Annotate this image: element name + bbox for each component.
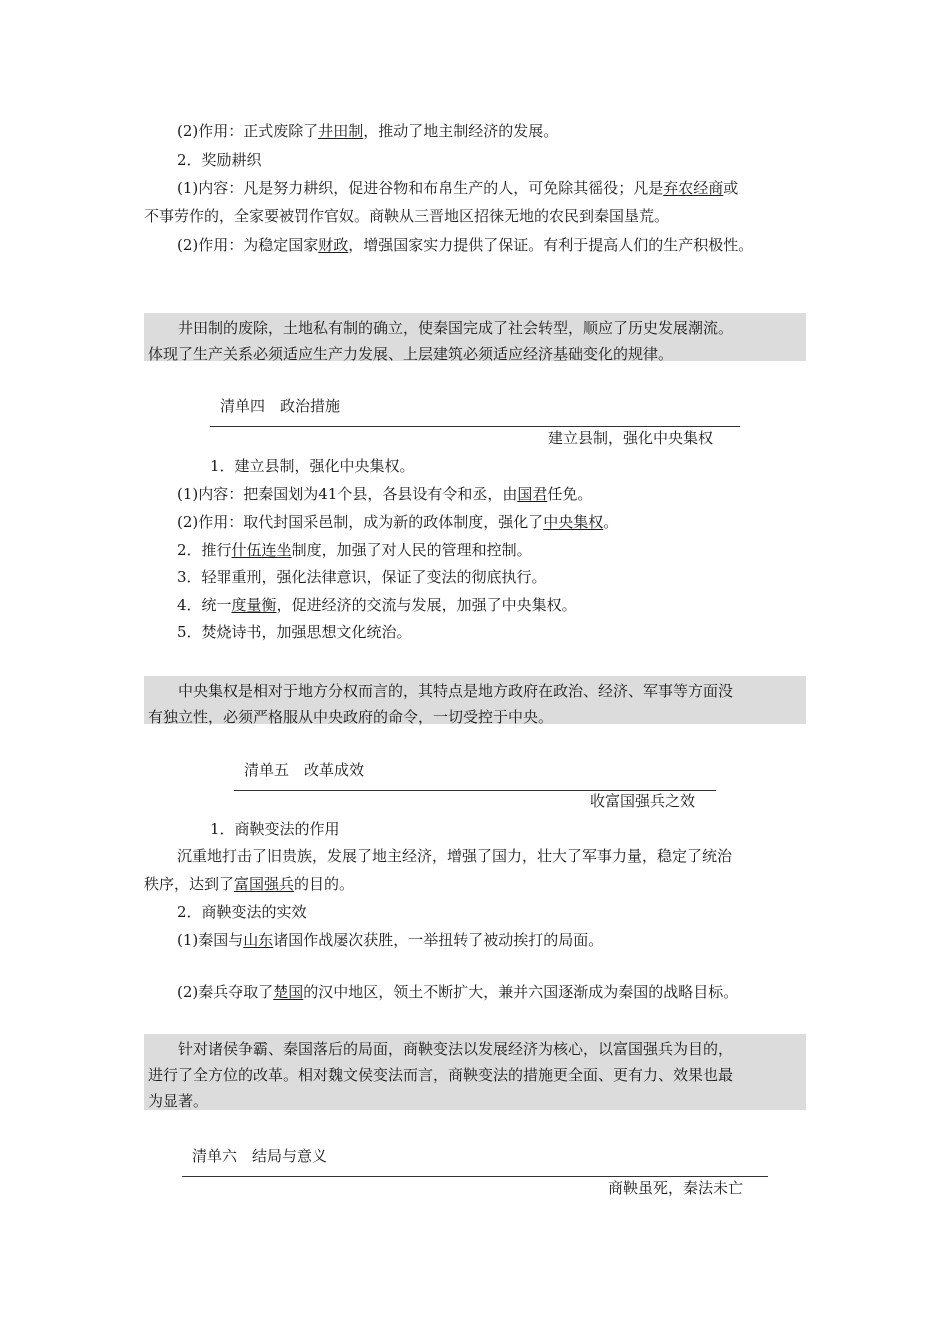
section-divider: [210, 426, 740, 427]
text-line: 1．建立县制，强化中央集权。: [210, 457, 415, 475]
text-line: 2．奖励耕织: [177, 151, 262, 169]
text-line: (2)作用：为稳定国家财政，增强国家实力提供了保证。有利于提高人们的生产积极性。: [177, 236, 754, 254]
note-box: [144, 1034, 806, 1110]
section-divider: [182, 1176, 768, 1177]
text-line: (2)作用：正式废除了井田制，推动了地主制经济的发展。: [177, 122, 559, 140]
note-box: [144, 676, 806, 724]
key-term: 弃农经商: [663, 179, 724, 197]
text-line: (1)秦国与山东诸国作战屡次获胜，一举扭转了被动挨打的局面。: [177, 931, 604, 949]
section-subtitle: 收富国强兵之效: [590, 792, 696, 810]
note-text: 体现了生产关系必须适应生产力发展、上层建筑必须适应经济基础变化的规律。: [148, 345, 674, 363]
section-subtitle: 商鞅虽死，秦法未亡: [608, 1179, 744, 1197]
key-term: 什伍连坐: [231, 541, 292, 559]
note-text: 井田制的废除，土地私有制的确立，使秦国完成了社会转型，顺应了历史发展潮流。: [148, 319, 734, 337]
note-text: 有独立性，必须严格服从中央政府的命令，一切受控于中央。: [148, 708, 554, 726]
note-text: 中央集权是相对于地方分权而言的，其特点是地方政府在政治、经济、军事等方面没: [148, 682, 734, 700]
section-title: 清单六 结局与意义: [192, 1147, 328, 1165]
text-line: 2．商鞅变法的实效: [177, 903, 307, 921]
text-line: 不事劳作的，全家要被罚作官奴。商鞅从三晋地区招徕无地的农民到秦国垦荒。: [144, 207, 670, 225]
text-line: (2)作用：取代封国采邑制，成为新的政体制度，强化了中央集权。: [177, 513, 619, 531]
text-line: 2．推行什伍连坐制度，加强了对人民的管理和控制。: [177, 541, 532, 559]
section-title: 清单四 政治措施: [220, 397, 341, 415]
key-term: 国君: [517, 485, 548, 503]
key-term: 度量衡: [231, 596, 277, 614]
key-term: 中央集权: [543, 513, 604, 531]
key-term: 富国强兵: [234, 875, 295, 893]
note-text: 为显著。: [148, 1092, 209, 1110]
text-line: 1．商鞅变法的作用: [210, 820, 340, 838]
note-box: [144, 313, 806, 361]
text-line: 秩序，达到了富国强兵的目的。: [144, 875, 355, 893]
section-title: 清单五 改革成效: [244, 761, 365, 779]
key-term: 井田制: [318, 122, 364, 140]
text-line: (1)内容：把秦国划为41个县，各县设有令和丞，由国君任免。: [177, 485, 593, 503]
text-line: 3．轻罪重刑，强化法律意识，保证了变法的彻底执行。: [177, 568, 547, 586]
text-line: 5．焚烧诗书，加强思想文化统治。: [177, 623, 412, 641]
section-subtitle: 建立县制，强化中央集权: [548, 429, 714, 447]
key-term: 楚国: [273, 983, 304, 1001]
text-line: (1)内容：凡是努力耕织，促进谷物和布帛生产的人，可免除其徭役；凡是弃农经商或: [177, 179, 739, 197]
note-text: 进行了全方位的改革。相对魏文侯变法而言，商鞅变法的措施更全面、更有力、效果也最: [148, 1066, 734, 1084]
text-line: (2)秦兵夺取了楚国的汉中地区，领土不断扩大，兼并六国逐渐成为秦国的战略目标。: [177, 983, 739, 1001]
key-term: 财政: [318, 236, 349, 254]
text-line: 4．统一度量衡，促进经济的交流与发展，加强了中央集权。: [177, 596, 577, 614]
text-line: 沉重地打击了旧贵族，发展了地主经济，增强了国力，壮大了军事力量，稳定了统治: [177, 847, 733, 865]
key-term: 山东: [243, 931, 274, 949]
note-text: 针对诸侯争霸、秦国落后的局面，商鞅变法以发展经济为核心，以富国强兵为目的，: [148, 1040, 734, 1058]
